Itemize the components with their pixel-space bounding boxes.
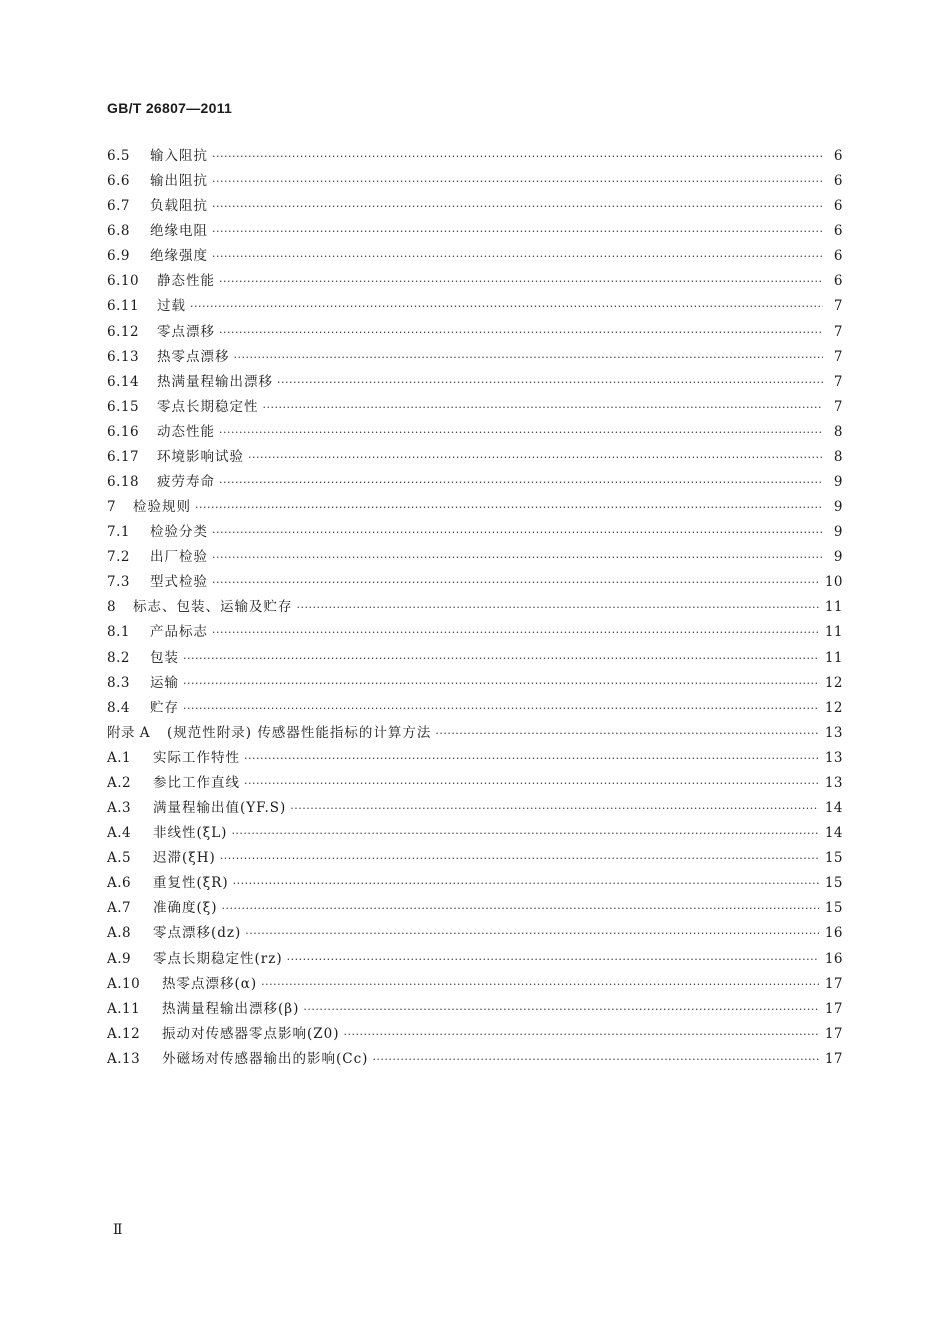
toc-entry[interactable] xyxy=(107,345,843,370)
toc-entry-number: A.12 xyxy=(107,1025,141,1042)
toc-leader-dots xyxy=(372,1053,818,1066)
toc-entry-title: 环境影响试验 xyxy=(157,448,244,465)
toc-leader-dots xyxy=(261,978,819,991)
toc-entry[interactable] xyxy=(107,395,843,420)
toc-entry-number: 6.12 xyxy=(107,323,140,340)
toc-entry[interactable] xyxy=(107,671,843,696)
toc-entry-page: 15 xyxy=(824,900,843,917)
toc-entry-title: 检验规则 xyxy=(133,499,191,516)
toc-entry-number: 附录 A xyxy=(107,724,151,741)
toc-entry[interactable] xyxy=(107,520,843,545)
toc-entry-title: 检验分类 xyxy=(150,524,208,541)
toc-entry[interactable] xyxy=(107,721,843,746)
toc-leader-dots xyxy=(344,1028,819,1041)
toc-entry-page: 7 xyxy=(833,398,843,415)
toc-entry[interactable] xyxy=(107,169,843,194)
toc-entry[interactable] xyxy=(107,495,843,520)
toc-entry-page: 9 xyxy=(833,474,843,491)
toc-entry-number: 7 xyxy=(107,499,117,516)
toc-entry[interactable] xyxy=(107,696,843,721)
toc-entry-number: 7.3 xyxy=(107,574,130,591)
toc-leader-dots xyxy=(212,576,819,589)
toc-entry-number: 6.14 xyxy=(107,373,140,390)
toc-entry-page: 14 xyxy=(824,825,843,842)
toc-entry[interactable] xyxy=(107,144,843,169)
toc-entry-page: 6 xyxy=(833,148,843,164)
toc-entry[interactable] xyxy=(107,896,843,921)
toc-leader-dots xyxy=(234,351,824,364)
toc-entry-page: 9 xyxy=(833,499,843,516)
toc-leader-dots xyxy=(212,175,823,188)
toc-leader-dots xyxy=(212,551,823,564)
toc-entry-page: 17 xyxy=(824,1050,843,1067)
toc-leader-dots xyxy=(231,827,818,840)
toc-entry-page: 15 xyxy=(824,875,843,892)
toc-leader-dots xyxy=(212,250,823,263)
toc-entry[interactable] xyxy=(107,771,843,796)
toc-entry-page: 15 xyxy=(824,850,843,867)
toc-leader-dots xyxy=(183,652,819,665)
toc-entry-number: A.3 xyxy=(107,800,132,817)
toc-leader-dots xyxy=(244,777,819,790)
toc-leader-dots xyxy=(212,150,823,163)
toc-entry-number: 6.15 xyxy=(107,398,140,415)
toc-entry-number: A.2 xyxy=(107,774,132,791)
toc-entry-title: 热满量程输出漂移(β) xyxy=(162,1000,300,1017)
toc-entry[interactable] xyxy=(107,219,843,244)
toc-entry[interactable] xyxy=(107,620,843,645)
toc-leader-dots xyxy=(220,852,819,865)
toc-entry-page: 12 xyxy=(824,699,843,716)
toc-entry-number: A.5 xyxy=(107,850,132,867)
toc-entry-title: 零点漂移 xyxy=(157,323,215,340)
toc-entry-page: 9 xyxy=(833,524,843,541)
toc-entry-number: 8.4 xyxy=(107,699,130,716)
toc-entry-number: A.1 xyxy=(107,749,132,766)
toc-entry-page: 17 xyxy=(824,975,843,992)
toc-entry-title: 外磁场对传感器输出的影响(Cc) xyxy=(162,1050,369,1067)
toc-entry-title: 动态性能 xyxy=(157,423,215,440)
toc-entry-number: 6.10 xyxy=(107,273,140,290)
toc-entry-number: 6.18 xyxy=(107,474,140,491)
table-of-contents xyxy=(107,144,843,1072)
toc-entry-title: 出厂检验 xyxy=(150,549,208,566)
toc-entry[interactable] xyxy=(107,420,843,445)
standard-code-header: GB/T 26807—2011 xyxy=(107,100,233,116)
toc-entry-page: 14 xyxy=(824,800,843,817)
toc-entry[interactable] xyxy=(107,294,843,319)
toc-entry-title: 零点漂移(dz) xyxy=(153,925,242,942)
toc-entry-number: A.8 xyxy=(107,925,132,942)
toc-entry-page: 16 xyxy=(824,950,843,967)
toc-entry-number: A.11 xyxy=(107,1000,141,1017)
toc-entry-title: 实际工作特性 xyxy=(153,749,240,766)
toc-entry-title: 热零点漂移 xyxy=(157,348,230,365)
toc-entry-number: 8.3 xyxy=(107,674,130,691)
toc-entry-number: 8 xyxy=(107,599,117,616)
toc-leader-dots xyxy=(219,476,823,489)
toc-leader-dots xyxy=(435,727,818,740)
toc-entry-title: 包装 xyxy=(150,649,179,666)
toc-leader-dots xyxy=(277,376,823,389)
toc-entry[interactable] xyxy=(107,320,843,345)
toc-leader-dots xyxy=(219,275,823,288)
toc-entry-number: 6.17 xyxy=(107,448,140,465)
toc-entry-page: 9 xyxy=(833,549,843,566)
toc-entry[interactable] xyxy=(107,370,843,395)
toc-entry-title: 贮存 xyxy=(150,699,179,716)
toc-entry[interactable] xyxy=(107,871,843,896)
toc-leader-dots xyxy=(221,902,818,915)
toc-entry-number: 6.11 xyxy=(107,298,140,315)
toc-entry-page: 6 xyxy=(833,173,843,190)
toc-entry-title: 非线性(ξL) xyxy=(153,825,228,842)
toc-entry-title: 过载 xyxy=(157,298,186,315)
toc-entry-title: 参比工作直线 xyxy=(153,774,240,791)
toc-entry-title: 绝缘强度 xyxy=(150,248,208,265)
toc-leader-dots xyxy=(287,953,819,966)
toc-entry[interactable] xyxy=(107,194,843,219)
toc-leader-dots xyxy=(183,677,819,690)
toc-entry-page: 10 xyxy=(824,574,843,591)
toc-entry-page: 11 xyxy=(824,624,843,641)
toc-entry[interactable] xyxy=(107,545,843,570)
toc-entry-title: 零点长期稳定性(rz) xyxy=(153,950,283,967)
toc-entry-page: 11 xyxy=(824,599,843,616)
toc-entry-title: 迟滞(ξH) xyxy=(153,850,216,867)
page-number: Ⅱ xyxy=(113,1222,123,1238)
toc-entry-title: 运输 xyxy=(150,674,179,691)
toc-entry-number: A.10 xyxy=(107,975,141,992)
toc-entry[interactable] xyxy=(107,1047,843,1072)
toc-leader-dots xyxy=(244,752,819,765)
toc-entry[interactable] xyxy=(107,972,843,997)
toc-entry-title: (规范性附录) 传感器性能指标的计算方法 xyxy=(167,724,432,741)
toc-entry-title: 振动对传感器零点影响(Z0) xyxy=(162,1025,340,1042)
toc-leader-dots xyxy=(212,526,823,539)
toc-entry-page: 7 xyxy=(833,373,843,390)
toc-leader-dots xyxy=(290,802,819,815)
toc-entry-page: 13 xyxy=(824,724,843,741)
toc-entry-page: 13 xyxy=(824,774,843,791)
toc-entry[interactable] xyxy=(107,244,843,269)
toc-entry-page: 13 xyxy=(824,749,843,766)
toc-entry-number: 6.16 xyxy=(107,423,140,440)
toc-entry-number: 6.5 xyxy=(107,148,130,164)
toc-leader-dots xyxy=(183,702,819,715)
toc-entry-title: 型式检验 xyxy=(150,574,208,591)
toc-entry-page: 6 xyxy=(833,223,843,240)
toc-entry[interactable] xyxy=(107,921,843,946)
toc-entry-title: 输出阻抗 xyxy=(150,173,208,190)
toc-entry-number: 6.9 xyxy=(107,248,130,265)
toc-entry-title: 负载阻抗 xyxy=(150,198,208,215)
toc-entry[interactable] xyxy=(107,269,843,294)
toc-entry-page: 8 xyxy=(833,448,843,465)
toc-entry-title: 重复性(ξR) xyxy=(153,875,229,892)
toc-leader-dots xyxy=(303,1003,818,1016)
toc-entry-title: 绝缘电阻 xyxy=(150,223,208,240)
toc-entry-number: A.4 xyxy=(107,825,132,842)
toc-entry-page: 17 xyxy=(824,1000,843,1017)
toc-leader-dots xyxy=(297,601,819,614)
toc-entry[interactable] xyxy=(107,796,843,821)
toc-entry-title: 产品标志 xyxy=(150,624,208,641)
toc-leader-dots xyxy=(248,451,823,464)
toc-entry-title: 热满量程输出漂移 xyxy=(157,373,273,390)
toc-leader-dots xyxy=(233,877,819,890)
toc-entry-page: 12 xyxy=(824,674,843,691)
toc-entry[interactable] xyxy=(107,947,843,972)
toc-leader-dots xyxy=(263,401,824,414)
toc-entry-title: 准确度(ξ) xyxy=(153,900,218,917)
toc-entry-number: 8.1 xyxy=(107,624,130,641)
toc-entry-page: 17 xyxy=(824,1025,843,1042)
toc-entry[interactable] xyxy=(107,846,843,871)
toc-entry-number: 7.2 xyxy=(107,549,130,566)
toc-leader-dots xyxy=(212,200,823,213)
toc-entry-title: 满量程输出值(YF.S) xyxy=(153,800,287,817)
toc-entry-page: 6 xyxy=(833,273,843,290)
toc-leader-dots xyxy=(245,927,819,940)
toc-leader-dots xyxy=(219,426,823,439)
toc-entry-page: 8 xyxy=(833,423,843,440)
toc-entry-page: 11 xyxy=(824,649,843,666)
toc-entry-page: 6 xyxy=(833,198,843,215)
toc-entry-title: 输入阻抗 xyxy=(150,148,208,164)
toc-entry-page: 7 xyxy=(833,348,843,365)
toc-entry-page: 7 xyxy=(833,323,843,340)
toc-entry-page: 7 xyxy=(833,298,843,315)
toc-entry-number: 8.2 xyxy=(107,649,130,666)
toc-entry[interactable] xyxy=(107,746,843,771)
toc-leader-dots xyxy=(212,626,819,639)
toc-entry-title: 标志、包装、运输及贮存 xyxy=(133,599,293,616)
toc-leader-dots xyxy=(195,501,823,514)
toc-entry-page: 16 xyxy=(824,925,843,942)
toc-entry-number: 6.6 xyxy=(107,173,130,190)
toc-entry[interactable] xyxy=(107,821,843,846)
toc-entry[interactable] xyxy=(107,445,843,470)
toc-entry-number: 6.7 xyxy=(107,198,130,215)
toc-entry-number: A.6 xyxy=(107,875,132,892)
toc-entry-number: 6.8 xyxy=(107,223,130,240)
toc-leader-dots xyxy=(190,300,823,313)
toc-entry[interactable] xyxy=(107,646,843,671)
toc-entry[interactable] xyxy=(107,997,843,1022)
toc-entry-title: 疲劳寿命 xyxy=(157,474,215,491)
toc-entry-title: 热零点漂移(α) xyxy=(162,975,258,992)
toc-entry-title: 静态性能 xyxy=(157,273,215,290)
toc-entry-number: A.9 xyxy=(107,950,132,967)
toc-entry-page: 6 xyxy=(833,248,843,265)
toc-entry[interactable] xyxy=(107,1022,843,1047)
toc-entry[interactable] xyxy=(107,470,843,495)
toc-entry[interactable] xyxy=(107,595,843,620)
toc-entry-number: 7.1 xyxy=(107,524,130,541)
toc-leader-dots xyxy=(219,326,823,339)
toc-entry-number: A.7 xyxy=(107,900,132,917)
toc-entry-title: 零点长期稳定性 xyxy=(157,398,259,415)
toc-entry-number: A.13 xyxy=(107,1050,141,1067)
toc-leader-dots xyxy=(212,225,823,238)
toc-entry-number: 6.13 xyxy=(107,348,140,365)
toc-entry[interactable] xyxy=(107,570,843,595)
